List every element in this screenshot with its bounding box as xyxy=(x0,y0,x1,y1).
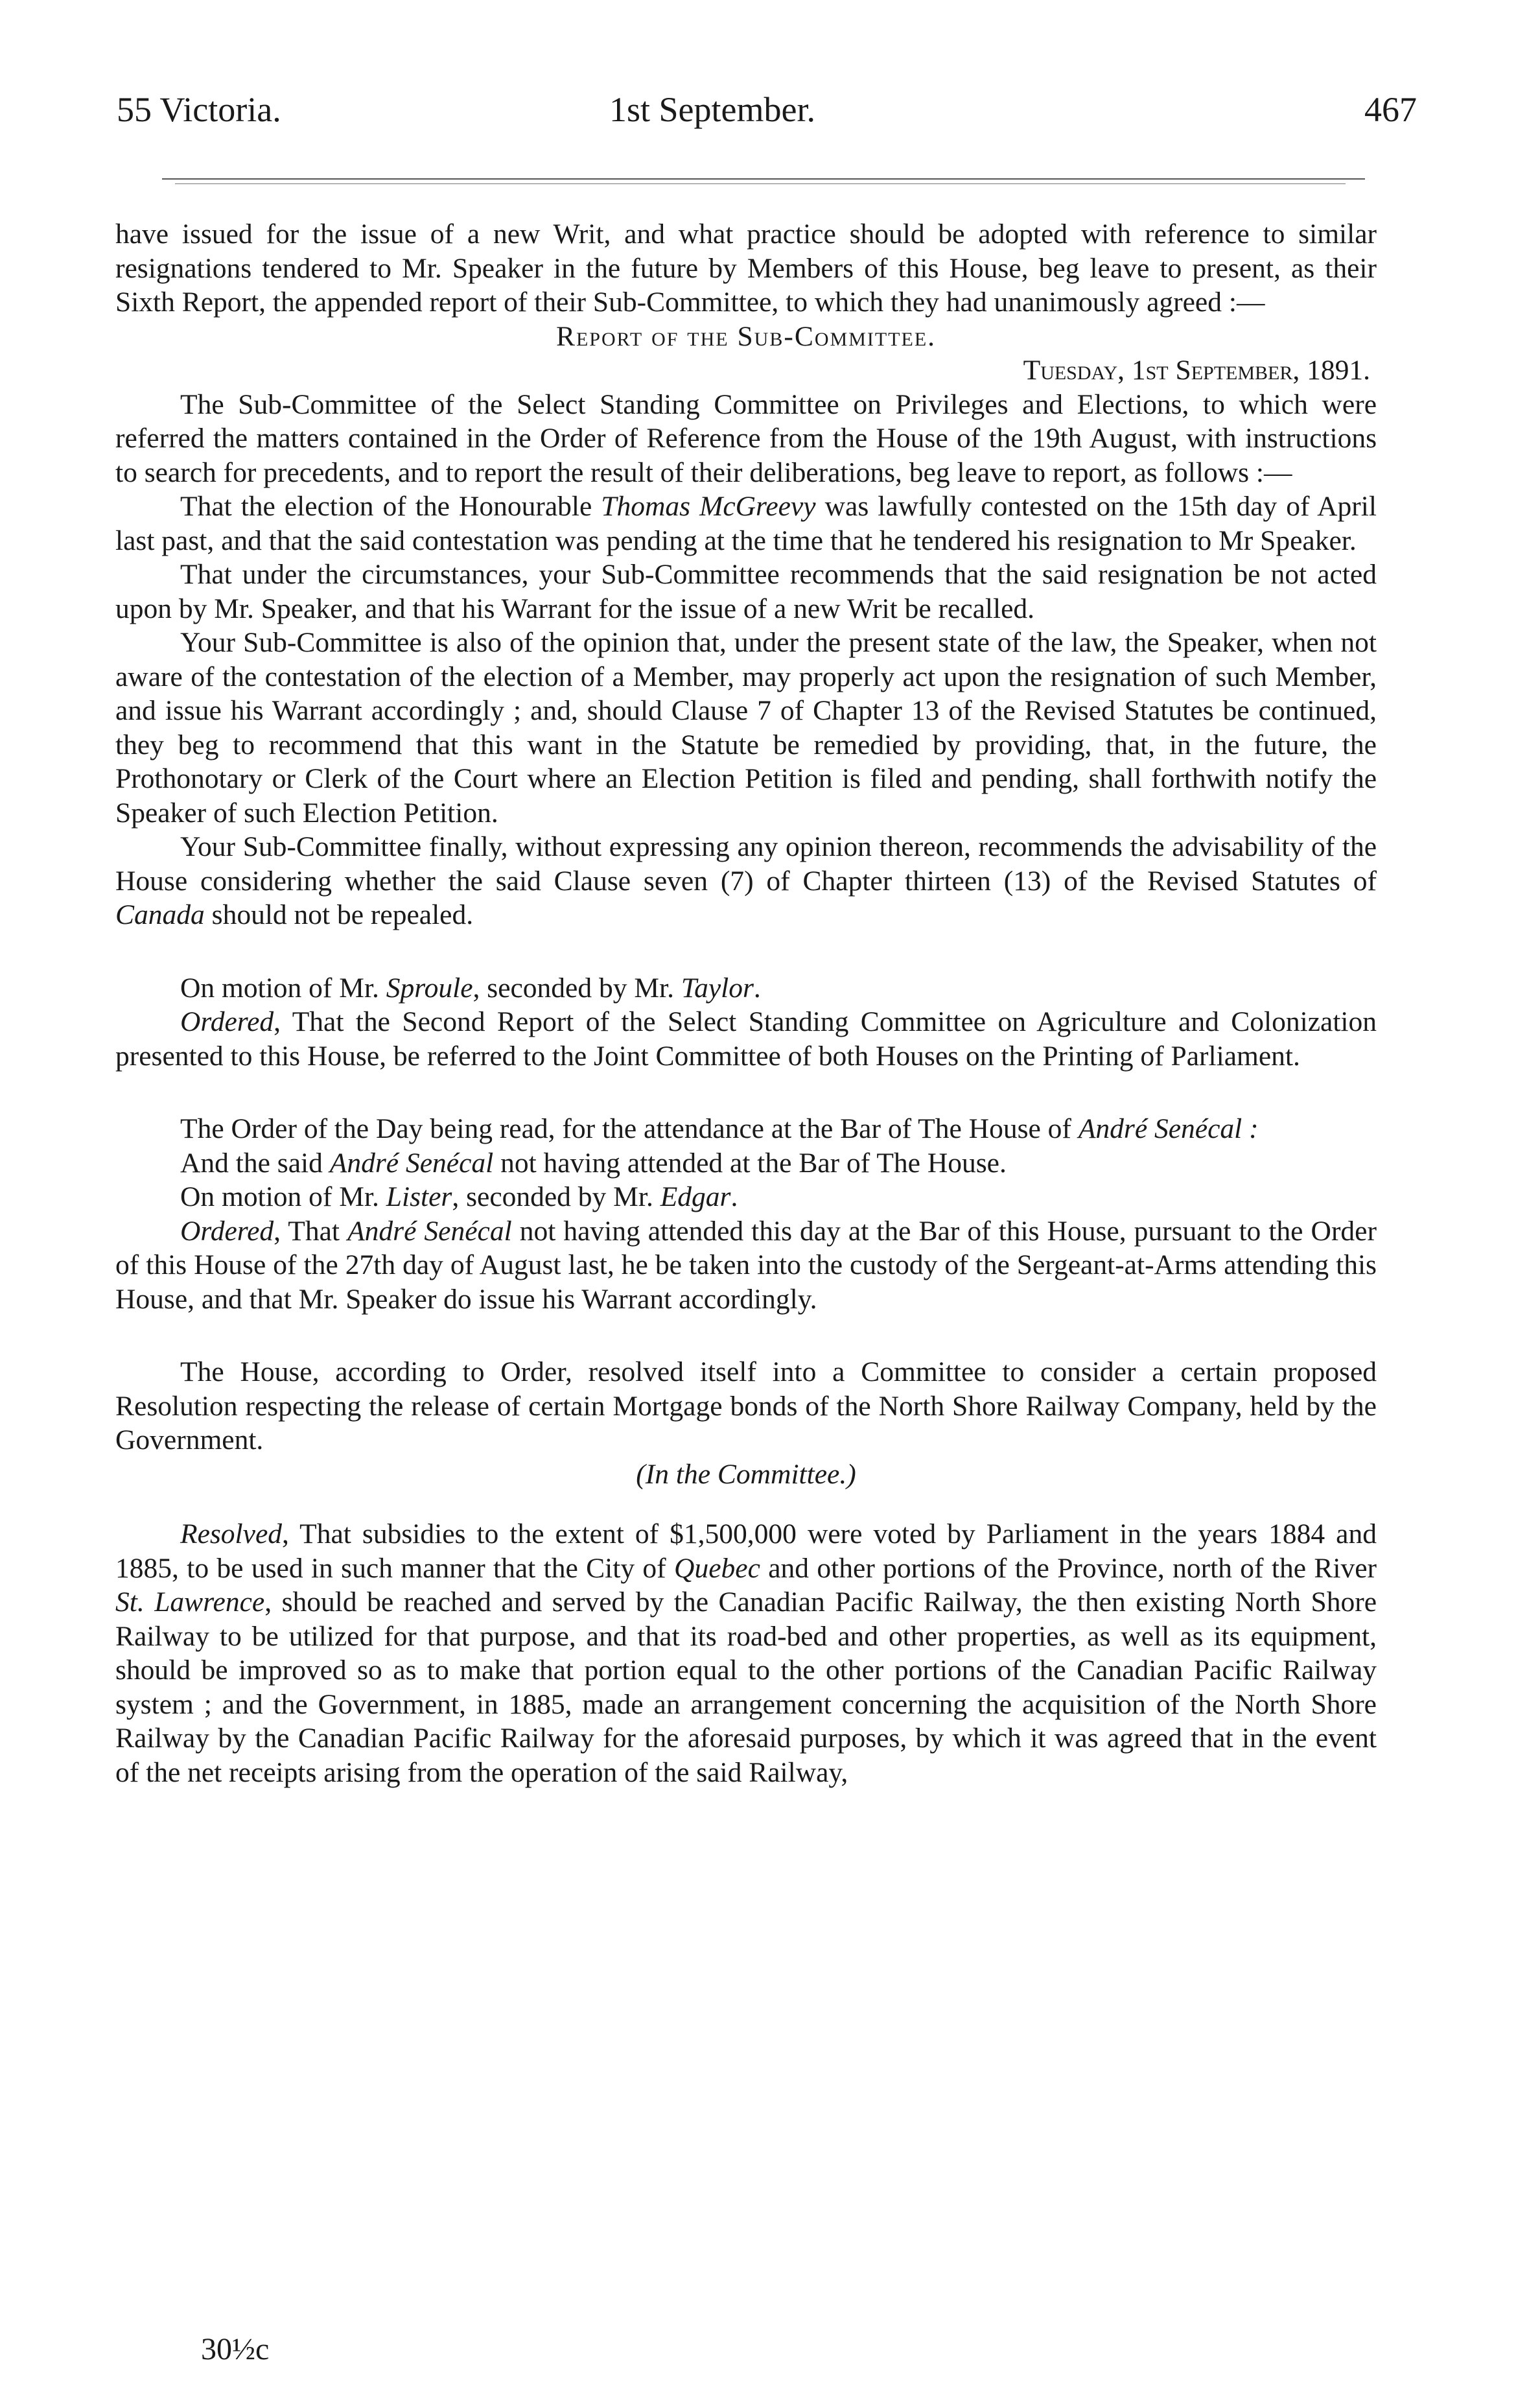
spacer xyxy=(115,1316,1377,1355)
header-rule-thin xyxy=(175,183,1346,184)
paragraph: The Order of the Day being read, for the attendance at the Bar of The House of André Senécal : xyxy=(180,1113,1259,1144)
spacer xyxy=(115,1073,1377,1112)
member-name: Thomas McGreevy xyxy=(601,491,816,522)
spacer xyxy=(115,932,1377,971)
motion-line: On motion of Mr. Lister, seconded by Mr. Edgar. xyxy=(180,1181,738,1212)
paragraph: That under the circumstances, your Sub-Committee recommends that the said resignation be not acted upon by Mr. Speaker, and that his Warrant for the issue of a new Writ be recalled. xyxy=(115,559,1377,624)
paragraph: Ordered, That the Second Report of the Select Standing Committee on Agriculture and Colonization presented to this House, be referred to the Joint Committee of both Houses on the Printing of Parliament. xyxy=(115,1006,1377,1072)
paragraph: The House, according to Order, resolved itself into a Committee to consider a certain proposed Resolution respecting the release of certain Mortgage bonds of the North Shore Railway Company, held by the Government. xyxy=(115,1356,1377,1455)
page-number: 467 xyxy=(1364,90,1417,129)
report-heading: Report of the Sub-Committee. xyxy=(555,320,937,352)
header-rule xyxy=(162,178,1365,180)
paragraph: The Sub-Committee of the Select Standing Committee on Privileges and Elections, to which were referred the matters contained in the Order of Reference from the House of the 19th August, with instructions to search for precedents, and to report the result of their deliberations, beg leave to report, as follows :— xyxy=(115,388,1377,488)
journal-body xyxy=(115,217,1377,1789)
paragraph: Your Sub-Committee finally, without expressing any opinion thereon, recommends the advisability of the House considering whether the said Clause seven (7) of Chapter thirteen (13) of the Revised Statutes of Canada should not be repealed. xyxy=(115,831,1377,930)
paragraph: Your Sub-Committee is also of the opinion that, under the present state of the law, the Speaker, when not aware of the contestation of the election of a Member, may properly act upon the resignation of such Member, and issue his Warrant accordingly ; and, should Clause 7 of Chapter 13 of the Revised Statutes be continued, they beg to recommend that this want in the Statute be remedied by providing, that, in the future, the Prothonotary or Clerk of the Court where an Election Petition is filed and pending, shall forthwith notify the Speaker of such Election Petition. xyxy=(115,627,1377,829)
running-header xyxy=(117,89,1417,141)
paragraph: And the said André Senécal not having attended at the Bar of The House. xyxy=(180,1147,1007,1179)
committee-heading: (In the Committee.) xyxy=(636,1458,856,1490)
paragraph: have issued for the issue of a new Writ, and what practice should be adopted with reference to similar resignations tendered to Mr. Speaker in the future by Members of this House, beg leave to present, as their Sixth Report, the appended report of their Sub-Committee, to which they had unanimously agreed :— xyxy=(115,218,1377,318)
motion-line: On motion of Mr. Sproule, seconded by Mr. Taylor. xyxy=(180,972,761,1004)
spacer xyxy=(115,1491,1377,1517)
signature-mark: 30½c xyxy=(201,2332,270,2366)
header-regnal-year: 55 Victoria. xyxy=(117,90,281,129)
header-date: 1st September. xyxy=(609,90,815,129)
paragraph: That the election of the Honourable Thomas McGreevy was lawfully contested on the 15th day of April last past, and that the said contestation was pending at the time that he tendered his resignation to Mr Speaker. xyxy=(115,491,1377,556)
paragraph: Ordered, That André Senécal not having attended this day at the Bar of this House, pursuant to the Order of this House of the 27th day of August last, he be taken into the custody of the Sergeant-at-Arms attending this House, and that Mr. Speaker do issue his Warrant accordingly. xyxy=(115,1215,1377,1315)
report-date: Tuesday, 1st September, 1891. xyxy=(1023,355,1370,386)
paragraph: Resolved, That subsidies to the extent of $1,500,000 were voted by Parliament in the years 1884 and 1885, to be used in such manner that the City of Quebec and other portions of the Province, north of the River St. Lawrence, should be reached and served by the Canadian Pacific Railway, the then existing North Shore Railway to be utilized for that purpose, and that its road-bed and other properties, as well as its equipment, should be improved so as to make that portion equal to the other portions of the Canadian Pacific Railway system ; and the Government, in 1885, made an arrangement concerning the acquisition of the North Shore Railway by the Canadian Pacific Railway for the aforesaid purposes, by which it was agreed that in the event of the net receipts arising from the operation of the said Railway, xyxy=(115,1518,1377,1788)
